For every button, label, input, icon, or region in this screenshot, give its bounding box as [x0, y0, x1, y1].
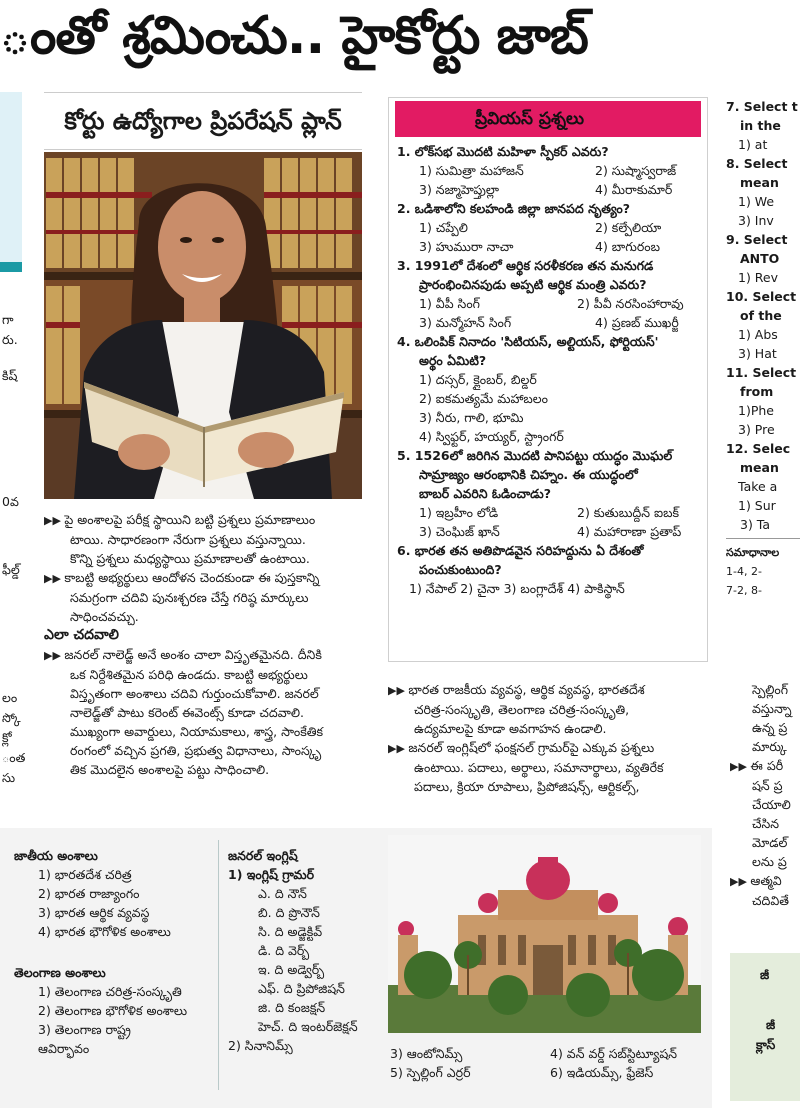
text-line: చదివితే	[752, 893, 789, 908]
fragment: స్కో	[2, 710, 21, 725]
body-paragraph-middle	[388, 680, 718, 796]
text-line: ఈ పరీ	[750, 758, 784, 773]
info-text: క్లాస్	[756, 1037, 776, 1052]
divider	[726, 538, 800, 539]
question-continued: ప్రారంభించినపుడు అప్పటి ఆర్థిక మంత్రి ఎవరు?	[419, 277, 647, 292]
section-heading: జాతీయ అంశాలు	[14, 848, 98, 863]
text-line: ఆత్మవి	[750, 873, 782, 888]
column-line: 3) Hat	[738, 346, 777, 361]
info-text: జీ	[766, 1017, 776, 1032]
text-line: చేసిన	[752, 816, 780, 831]
column-line: mean	[740, 175, 779, 190]
column-line: 12. Selec	[726, 441, 791, 456]
option: 4) స్విఫ్టర్, హయ్యర్, స్ట్రాంగర్	[419, 429, 564, 444]
option: 2) కల్పేలియా	[595, 220, 662, 235]
fragment: లం	[2, 690, 18, 705]
syllabus-item: జి. ది కంజక్షన్	[258, 1000, 326, 1015]
column-line: 3) Inv	[738, 213, 774, 228]
column-line: 9. Select	[726, 232, 788, 247]
text-line: విస్తృతంగా అంశాలు చదివి గుర్తుంచుకోవాలి. జనరల్	[70, 686, 319, 701]
option: 3) నజ్మాహెప్తుల్లా	[419, 182, 499, 197]
option: 1) దస్సర్, క్లైంబర్, బిల్డర్	[419, 372, 537, 387]
option-line: 1) నేపాల్ 2) చైనా 3) బంగ్లాదేశ్ 4) పాకిస్థాన్	[409, 581, 625, 596]
option: 1) సుమిత్రా మహాజన్	[419, 163, 524, 178]
column-line: in the	[740, 118, 781, 133]
text-line: నాలెడ్జ్‌తో పాటు కరెంట్ ఈవెంట్స్ కూడా చదవాలి.	[70, 705, 304, 720]
question: 4. ఒలింపిక్ నినాదం 'సిటియస్, అల్టియస్, ఫోర్టియస్'	[397, 334, 659, 349]
option: 2) పీవీ నరసింహారావు	[577, 296, 684, 311]
syllabus-item: ఇ. ది అడ్వెర్బ్	[258, 962, 325, 977]
option: 1) ఇబ్రహీం లోడి	[419, 505, 499, 520]
text-line: ఒక నిర్దేశితమైన పరిధి ఉండదు. కాబట్టి అభ్యర్థులు	[70, 667, 308, 682]
question-continued: అర్థం ఏమిటి?	[419, 353, 487, 368]
option: 4) ప్రణబ్ ముఖర్జీ	[595, 315, 679, 330]
student-photo	[44, 152, 362, 499]
text-line: పదాలు, క్రియా రూపాలు, ప్రిపోజిషన్స్, ఆర్టికల్స్,	[414, 779, 640, 794]
question-continued: సామ్రాజ్యం ఆరంభానికి చిహ్నం. ఈ యుద్ధంలో	[419, 467, 638, 482]
column-line: 1) Rev	[738, 270, 779, 285]
column-line: 1)Phe	[738, 403, 774, 418]
body-paragraph-right	[730, 680, 800, 940]
info-text: జీ	[760, 967, 770, 982]
column-line: Take a	[738, 479, 778, 494]
text-line: ఉన్న ప్ర	[752, 720, 788, 735]
column-line: from	[740, 384, 774, 399]
section-heading: తెలంగాణ అంశాలు	[14, 965, 106, 980]
syllabus-item: ఆవిర్భావం	[38, 1041, 90, 1056]
syllabus-item: 3) తెలంగాణ రాష్ట్ర	[38, 1022, 131, 1037]
option: 3) చెంఘిజ్ ఖాన్	[419, 524, 500, 539]
column-line: 1) We	[738, 194, 775, 209]
fragment: సు	[2, 770, 16, 785]
text-line: తిక మొదలైన అంశాలపై పట్టు సాధించాలి.	[70, 762, 270, 777]
text-line: జనరల్ ఇంగ్లిష్‌లో ఫంక్షనల్ గ్రామర్‌పై ఎక్కువ ప్రశ్నలు	[408, 740, 655, 755]
syllabus-item: 3) ఆంటోనిమ్స్	[390, 1046, 463, 1061]
text-line: కొన్ని ప్రశ్నలు మధ్యస్థాయి ప్రమాణాలతో ఉంటాయి.	[70, 551, 310, 566]
fragment: కిష్	[2, 368, 18, 383]
column-line: 8. Select	[726, 156, 788, 171]
text-line: రంగంలో వచ్చిన ప్రగతి, ప్రభుత్వ విధానాలు, సాంస్కృ	[70, 743, 322, 758]
option: 2) కుతుబుద్దీన్ ఐబక్	[577, 505, 679, 520]
question: 5. 1526లో జరిగిన మొదటి పానిపట్టు యుద్ధం మొఘల్	[397, 448, 673, 463]
syllabus-item: హెచ్. ది ఇంటర్‌జెక్షన్	[258, 1019, 358, 1034]
question: 3. 1991లో దేశంలో ఆర్థిక సరళీకరణ తన మనుగడ	[397, 258, 654, 273]
fragment: గా	[2, 312, 14, 327]
answers-line: 1-4, 2-	[726, 565, 762, 578]
previous-questions-title: ప్రీవియస్ ప్రశ్నలు	[395, 101, 701, 137]
syllabus-item: 2) భారత రాజ్యాంగం	[38, 886, 140, 901]
option: 3) మన్మోహన్ సింగ్	[419, 315, 512, 330]
syllabus-item: 4) వన్ వర్డ్ సబ్‌స్టిట్యూషన్	[550, 1046, 678, 1061]
previous-questions-panel	[388, 97, 708, 662]
option: 4) మీరాకుమార్	[595, 182, 673, 197]
syllabus-item: 2) సినానిమ్స్	[228, 1038, 293, 1053]
syllabus-item: 1) భారతదేశ చరిత్ర	[38, 867, 132, 882]
text-line: మార్కు	[752, 739, 787, 754]
column-line: of the	[740, 308, 782, 323]
fragment: ంత	[2, 750, 26, 765]
question: 6. భారత తన అతిపొడవైన సరిహద్దును ఏ దేశంతో	[397, 543, 644, 558]
bullet-icon: ▶▶	[44, 572, 65, 585]
headline: ంతో శ్రమించు.. హైకోర్టు జాబ్	[0, 6, 588, 66]
syllabus-item: 2) తెలంగాణ భౌగోళిక అంశాలు	[38, 1003, 188, 1018]
text-line: చేయాలి	[752, 797, 791, 812]
column-line: 1) Sur	[738, 498, 776, 513]
text-line: మోడల్	[752, 835, 788, 850]
bullet-icon: ▶▶	[388, 742, 409, 755]
option: 4) బాగురంబ	[595, 239, 660, 254]
syllabus-item: 6) ఇడియమ్స్, ఫ్రేజెస్	[550, 1065, 654, 1080]
section-heading: జనరల్ ఇంగ్లిష్	[228, 848, 298, 863]
question: 1. లోక్‌సభ మొదటి మహిళా స్పీకర్ ఎవరు?	[397, 144, 609, 159]
fragment: రు.	[2, 332, 18, 347]
text-line: టాయి. సాధారణంగా నేరుగా ప్రశ్నలు వస్తున్నాయి.	[70, 532, 306, 547]
student-photo-illustration	[44, 152, 362, 499]
side-accent-bar	[0, 262, 22, 272]
text-line: వస్తున్నా	[752, 701, 792, 716]
high-court-photo	[388, 835, 701, 1033]
text-line: స్పెల్లింగ్	[752, 682, 788, 697]
option: 3) హుమురా నాచా	[419, 239, 514, 254]
option: 1) చప్పేలి	[419, 220, 468, 235]
text-line: జనరల్ నాలెడ్జ్ అనే అంశం చాలా విస్తృతమైనది. దీనికి	[64, 647, 322, 662]
syllabus-english	[228, 846, 388, 1055]
question-continued: పంచుకుంటుంది?	[419, 562, 502, 577]
option: 3) నీరు, గాలి, భూమి	[419, 410, 524, 425]
column-line: mean	[740, 460, 779, 475]
divider	[218, 840, 219, 1090]
text-line: చరిత్ర-సంస్కృతి, తెలంగాణ చరిత్ర-సంస్కృతి,	[414, 702, 630, 717]
syllabus-item: 5) స్పెల్లింగ్ ఎర్రర్	[390, 1065, 471, 1080]
option: 4) మహారాణా ప్రతాప్	[577, 524, 682, 539]
side-panel	[0, 92, 22, 268]
option: 1) వీపీ సింగ్	[419, 296, 480, 311]
plan-title: కోర్టు ఉద్యోగాల ప్రిపరేషన్ ప్లాన్	[44, 92, 362, 150]
syllabus-english-bottom	[390, 1044, 710, 1082]
column-line: 1) Abs	[738, 327, 778, 342]
fragment: 0వ	[2, 494, 19, 509]
text-line: సమగ్రంగా చదివి పునఃశ్చరణ చేస్తే గరిష్ఠ మార్కులు	[70, 590, 309, 605]
syllabus-item: ఎ. ది నౌన్	[258, 886, 307, 901]
answers-line: 7-2, 8-	[726, 584, 762, 597]
text-line: భారత రాజకీయ వ్యవస్థ, ఆర్థిక వ్యవస్థ, భారతదేశ	[408, 682, 645, 697]
fragment: ఫీల్డ్	[2, 562, 20, 577]
answers-label: సమాధానాల	[726, 546, 780, 559]
question-continued: బాబర్ ఎవరిని ఓడించాడు?	[419, 486, 552, 501]
info-box	[730, 953, 800, 1101]
bullet-icon: ▶▶	[730, 760, 751, 773]
syllabus-national	[14, 846, 214, 1058]
section-heading: ఎలా చదవాలి	[44, 627, 119, 643]
text-line: పై అంశాలపై పరీక్ష స్థాయిని బట్టి ప్రశ్నలు ప్రమాణాలుం	[64, 512, 316, 527]
syllabus-item: డి. ది వెర్బ్	[258, 943, 310, 958]
syllabus-item: 3) భారత ఆర్థిక వ్యవస్థ	[38, 905, 150, 920]
fragment: క్లో	[2, 730, 12, 745]
option: 2) సుష్మాస్వరాజ్	[595, 163, 677, 178]
option: 2) ఐకమత్యమే మహాబలం	[419, 391, 548, 406]
left-fragment-column	[0, 290, 26, 810]
syllabus-item: 1) తెలంగాణ చరిత్ర-సంస్కృతి	[38, 984, 182, 999]
text-line: ముఖ్యంగా అవార్డులు, నియామకాలు, శాస్త్ర, సాంకేతిక	[70, 724, 324, 739]
body-paragraph-left	[44, 510, 364, 779]
column-line: 3) Ta	[740, 517, 771, 532]
bullet-icon: ▶▶	[730, 875, 751, 888]
bullet-icon: ▶▶	[44, 514, 65, 527]
syllabus-item: సి. ది అడ్జెక్టివ్	[258, 924, 323, 939]
syllabus-item: ఎఫ్. ది ప్రిపోజిషన్	[258, 981, 345, 996]
high-court-illustration	[388, 835, 701, 1033]
text-line: ఉంటాయి. పదాలు, అర్థాలు, సమానార్థాలు, వ్యతిరేక	[414, 760, 664, 775]
english-questions-column	[726, 97, 800, 657]
column-line: 11. Select	[726, 365, 797, 380]
text-line: షన్ ప్ర	[752, 778, 783, 793]
text-line: సాధించవచ్చు.	[70, 609, 139, 624]
column-line: 1) at	[738, 137, 768, 152]
question: 2. ఒడిశాలోని కలహండి జిల్లా జానపద నృత్యం?	[397, 201, 631, 216]
text-line: లను ప్ర	[752, 854, 787, 869]
column-line: 10. Select	[726, 289, 797, 304]
syllabus-item: 1) ఇంగ్లిష్ గ్రామర్	[228, 867, 315, 882]
text-line: కాబట్టి అభ్యర్థులు ఆందోళన చెందకుండా ఈ పుస్తకాన్ని	[64, 570, 320, 585]
bullet-icon: ▶▶	[44, 649, 65, 662]
column-line: 7. Select t	[726, 99, 798, 114]
syllabus-item: 4) భారత భౌగోళిక అంశాలు	[38, 924, 171, 939]
column-line: ANTO	[740, 251, 780, 266]
syllabus-item: బి. ది ప్రొనౌన్	[258, 905, 320, 920]
column-line: 3) Pre	[738, 422, 775, 437]
text-line: ఉద్యమాలపై కూడా అవగాహన ఉండాలి.	[414, 721, 607, 736]
bullet-icon: ▶▶	[388, 684, 409, 697]
